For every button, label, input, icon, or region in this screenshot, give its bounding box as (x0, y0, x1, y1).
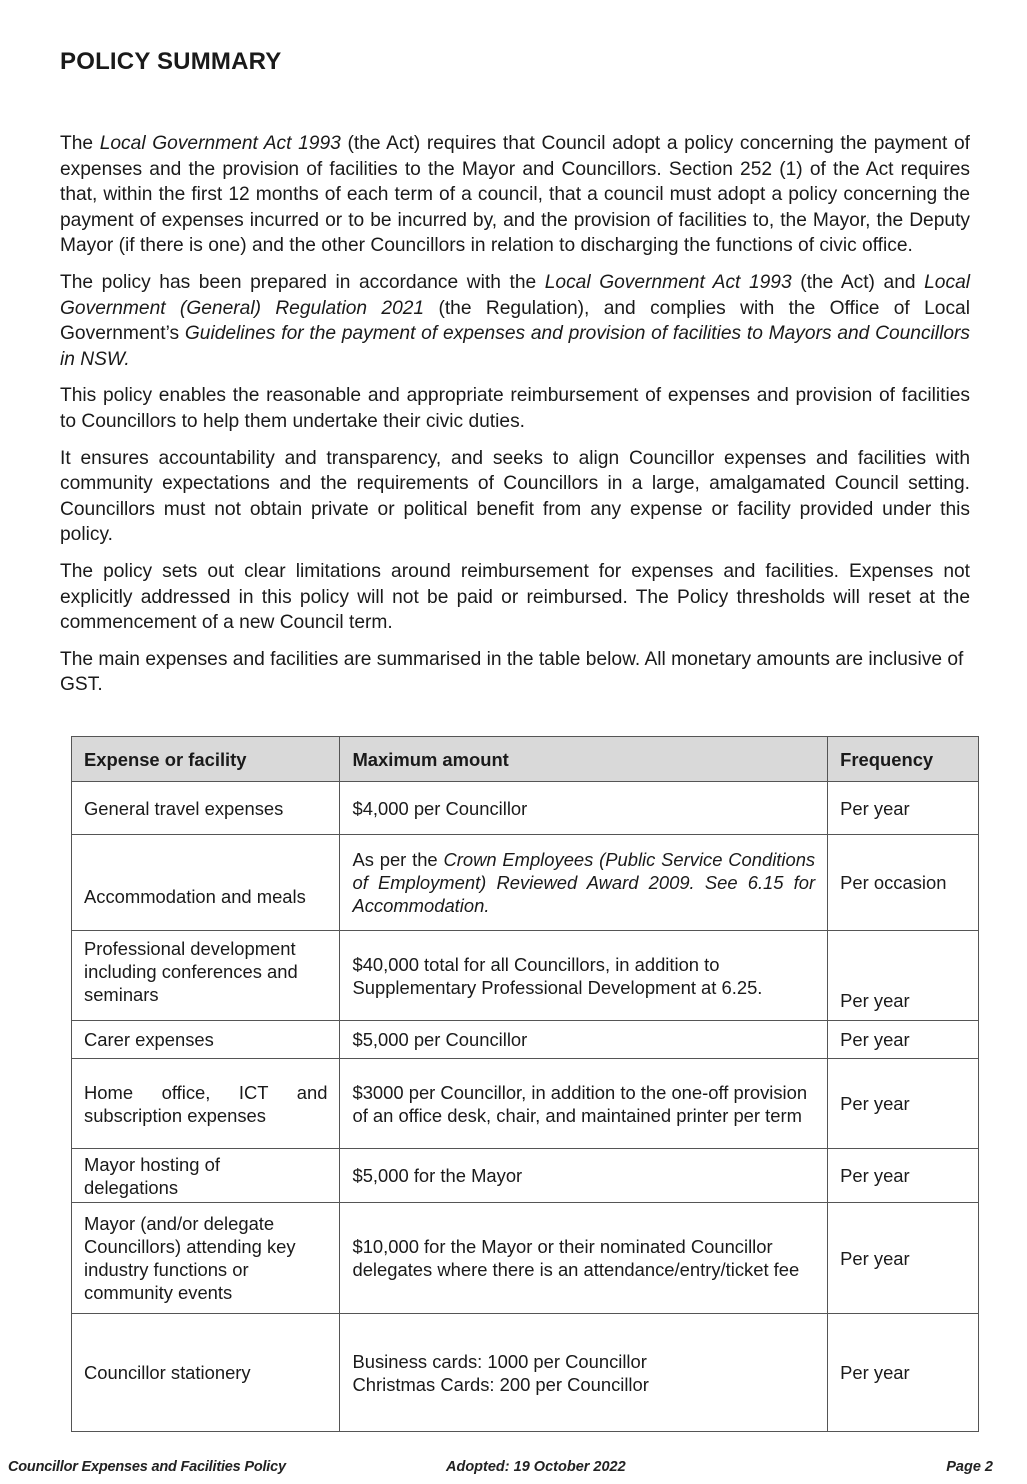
cell-frequency: Per year (828, 1314, 979, 1432)
cell-amount: $5,000 per Councillor (340, 1021, 828, 1059)
header-expense: Expense or facility (72, 737, 340, 782)
table-row (72, 1203, 979, 1314)
cell-expense: Home office, ICT and subscription expenses (72, 1059, 340, 1149)
footer-page-number: Page 2 (946, 1459, 993, 1475)
cell-frequency: Per year (828, 1149, 979, 1203)
cell-amount: $4,000 per Councillor (340, 782, 828, 835)
cell-frequency: Per year (828, 1059, 979, 1149)
cell-frequency: Per year (828, 931, 979, 1021)
table-row (72, 782, 979, 835)
cell-amount: As per the Crown Employees (Public Service Conditions of Employment) Reviewed Award 2009. See 6.15 for Accommodation. (340, 835, 828, 931)
page-heading: POLICY SUMMARY (60, 48, 282, 75)
cell-amount: $10,000 for the Mayor or their nominated Councillor delegates where there is an attendance/entry/ticket fee (340, 1203, 828, 1314)
cell-amount: $40,000 total for all Councillors, in addition to Supplementary Professional Development at 6.25. (340, 931, 828, 1021)
cell-expense: Professional development including conferences and seminars (72, 931, 340, 1021)
paragraph-1: The Local Government Act 1993 (the Act) requires that Council adopt a policy concerning the payment of expenses and the provision of facilities to the Mayor and Councillors. Section 252 (1) of the Act requires that, within the first 12 months of each term of a council, that a council must adopt a policy concerning the payment of expenses incurred or to be incurred by, and the provision of facilities to, the Mayor, the Deputy Mayor (if there is one) and the other Councillors in relation to discharging the functions of civic office. (60, 133, 970, 257)
cell-expense: Accommodation and meals (72, 835, 340, 931)
paragraph-3: This policy enables the reasonable and appropriate reimbursement of expenses and provision of facilities to Councillors to help them undertake their civic duties. (60, 385, 970, 432)
policy-summary-text (60, 131, 970, 709)
cell-amount: $5,000 for the Mayor (340, 1149, 828, 1203)
cell-expense: Mayor hosting of delegations (72, 1149, 340, 1203)
cell-expense: Councillor stationery (72, 1314, 340, 1432)
table-row (72, 931, 979, 1021)
cell-expense: Carer expenses (72, 1021, 340, 1059)
cell-frequency: Per occasion (828, 835, 979, 931)
paragraph-5: The policy sets out clear limitations around reimbursement for expenses and facilities. Expenses not explicitly addressed in this policy will not be paid or reimbursed. The Policy thresholds will reset at the commencement of a new Council term. (60, 560, 970, 634)
cell-frequency: Per year (828, 782, 979, 835)
table-row (72, 1149, 979, 1203)
cell-frequency: Per year (828, 1021, 979, 1059)
table-row (72, 1314, 979, 1432)
paragraph-6: The main expenses and facilities are summarised in the table below. All monetary amounts are inclusive of GST. (60, 648, 964, 696)
cell-amount: $3000 per Councillor, in addition to the one-off provision of an office desk, chair, and maintained printer per term (340, 1059, 828, 1149)
header-amount: Maximum amount (340, 737, 828, 782)
cell-amount: Business cards: 1000 per Councillor Christmas Cards: 200 per Councillor (340, 1314, 828, 1432)
footer-adopted-date: Adopted: 19 October 2022 (446, 1459, 626, 1475)
paragraph-2: The policy has been prepared in accordance with the Local Government Act 1993 (the Act) and Local Government (General) Regulation 2021 (the Regulation), and complies with the Office of Local Government’s Guidelines for the payment of expenses and provision of facilities to Mayors and Councillors in NSW. (60, 271, 971, 370)
expenses-table (71, 736, 979, 1432)
table-row (72, 835, 979, 931)
cell-expense: Mayor (and/or delegate Councillors) attending key industry functions or community events (72, 1203, 340, 1314)
table-row (72, 1059, 979, 1149)
footer-policy-title: Councillor Expenses and Facilities Policy (8, 1459, 286, 1475)
cell-frequency: Per year (828, 1203, 979, 1314)
header-frequency: Frequency (828, 737, 979, 782)
table-header-row (72, 737, 979, 782)
paragraph-4: It ensures accountability and transparency, and seeks to align Councillor expenses and facilities with community expectations and the requirements of Councillors in a large, amalgamated Council setting. Councillors must not obtain private or political benefit from any expense or facility provided under this policy. (60, 447, 970, 546)
cell-expense: General travel expenses (72, 782, 340, 835)
table-row (72, 1021, 979, 1059)
